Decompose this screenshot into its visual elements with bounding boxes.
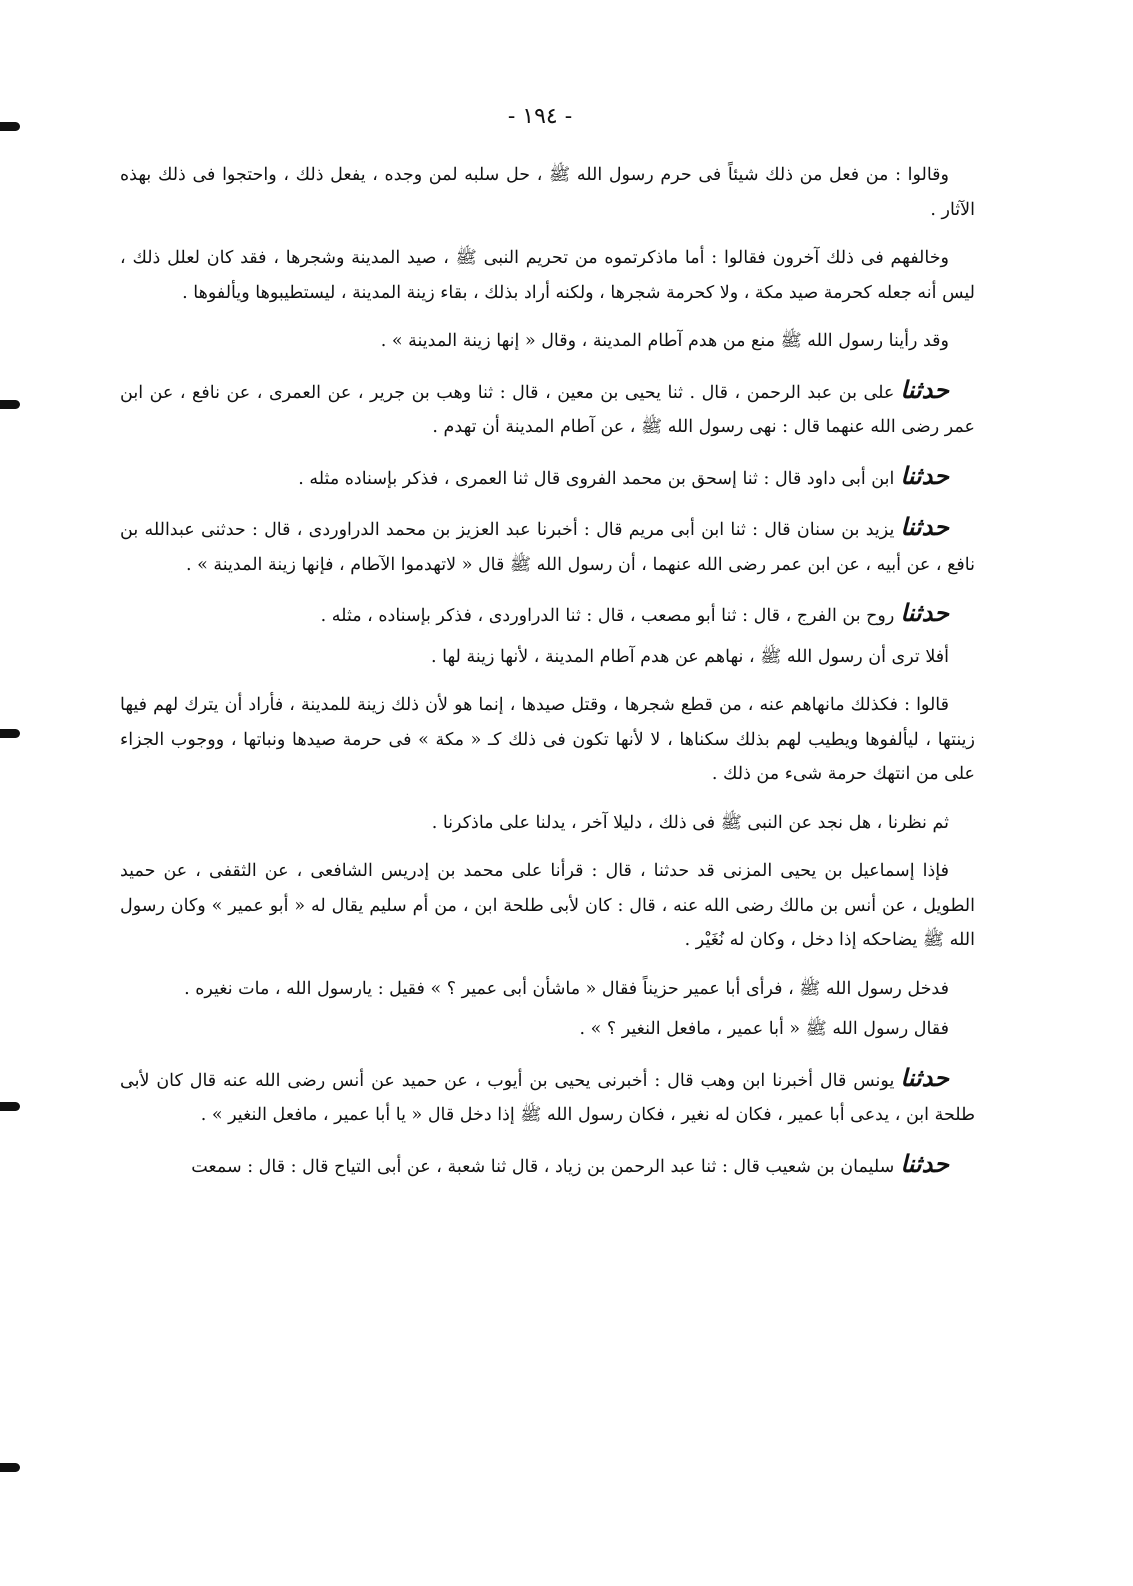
- paragraph-text: وقالوا : من فعل من ذلك شيئاً فى حرم رسول الله ﷺ ، حل سلبه لمن وجده ، يفعل ذلك ، واحتجوا فى ذلك بهذه الآثار .: [120, 165, 975, 220]
- hadith-paragraph: [120, 596, 975, 634]
- paragraph-text: يونس قال أخبرنا ابن وهب قال : أخبرنى يحيى بن أيوب ، عن حميد عن أنس رضى الله عنه قال كان لأبى طلحة ابن ، يدعى أبا عمير ، فكان له نغير ، فكان رسول الله ﷺ إذا دخل قال « يا أبا عمير ، مافعل النغير » .: [120, 1070, 975, 1125]
- hadith-paragraph: [120, 373, 975, 445]
- margin-mark: [0, 400, 20, 409]
- paragraph-text: أفلا ترى أن رسول الله ﷺ ، نهاهم عن هدم آطام المدينة ، لأنها زينة لها .: [431, 646, 949, 667]
- haddathana-heading: حدثنا: [900, 598, 949, 627]
- hadith-paragraph: [120, 1147, 975, 1185]
- paragraph-text: فدخل رسول الله ﷺ ، فرأى أبا عمير حزيناً فقال « ماشأن أبى عمير ؟ » فقيل : يارسول الله ، مات نغيره .: [184, 978, 949, 999]
- haddathana-heading: حدثنا: [900, 1062, 949, 1092]
- body-text: [120, 158, 975, 1198]
- margin-mark: [0, 1102, 20, 1111]
- paragraph: [120, 1012, 975, 1047]
- paragraph: [120, 158, 975, 227]
- paragraph: [120, 324, 975, 359]
- paragraph-text: ابن أبى داود قال : ثنا إسحق بن محمد الفروى قال ثنا العمرى ، فذكر بإسناده مثله .: [298, 468, 895, 489]
- margin-mark: [0, 1463, 20, 1472]
- haddathana-heading: حدثنا: [900, 460, 949, 490]
- haddathana-heading: حدثنا: [900, 374, 949, 404]
- paragraph: [120, 640, 975, 675]
- paragraph-text: وخالفهم فى ذلك آخرون فقالوا : أما ماذكرتموه من تحريم النبى ﷺ ، صيد المدينة وشجرها ، فقد كان لعلل ذلك ، ليس أنه جعله كحرمة صيد مكة ، ولا كحرمة شجرها ، ولكنه أراد بذلك ، بقاء زينة المدينة ، ليستطيبوها ويألفوها .: [120, 248, 975, 303]
- paragraph-text: فإذا إسماعيل بن يحيى المزنى قد حدثنا ، قال : قرأنا على محمد بن إدريس الشافعى ، عن الثقفى ، عن حميد الطويل ، عن أنس بن مالك رضى الله عنه ، قال : كان لأبى طلحة ابن ، من أم سليم يقال له « أبو عمير » وكان رسول الله ﷺ يضاحكه إذا دخل ، وكان له نُغَيْر .: [120, 861, 975, 950]
- haddathana-heading: حدثنا: [900, 512, 949, 541]
- margin-mark: [0, 729, 20, 738]
- margin-mark: [0, 122, 20, 131]
- paragraph-text: يزيد بن سنان قال : ثنا ابن أبى مريم قال : أخبرنا عبد العزيز بن محمد الدراوردى ، قال : حدثنى عبدالله بن نافع ، عن أبيه ، عن ابن عمر رضى الله عنهما ، أن رسول الله ﷺ قال « لاتهدموا الآطام ، فإنها زينة المدينة » .: [120, 520, 975, 575]
- paragraph-text: على بن عبد الرحمن ، قال . ثنا يحيى بن معين ، قال : ثنا وهب بن جرير ، عن العمرى ، عن نافع ، عن ابن عمر رضى الله عنهما قال : نهى رسول الله ﷺ ، عن آطام المدينة أن تهدم .: [120, 382, 975, 437]
- hadith-paragraph: [120, 510, 975, 582]
- paragraph-text: فقال رسول الله ﷺ « أبا عمير ، مافعل النغير ؟ » .: [579, 1019, 949, 1039]
- paragraph-text: قالوا : فكذلك مانهاهم عنه ، من قطع شجرها ، وقتل صيدها ، إنما هو لأن ذلك زينة للمدينة ، فأراد أن يترك لهم فيها زينتها ، ليألفوها ويطيب لهم بذلك سكناها ، لا لأنها تكون فى ذلك كـ « مكة » فى حرمة صيدها ونباتها ، ووجوب الجزاء على من انتهك حرمة شىء من ذلك .: [120, 695, 975, 784]
- hadith-paragraph: [120, 459, 975, 497]
- hadith-paragraph: [120, 1061, 975, 1133]
- paragraph: [120, 806, 975, 841]
- paragraph-text: سليمان بن شعيب قال : ثنا عبد الرحمن بن زياد ، قال ثنا شعبة ، عن أبى التياح قال : قال : سمعت: [191, 1156, 895, 1177]
- paragraph: [120, 972, 975, 1007]
- paragraph: [120, 241, 975, 310]
- paragraph-text: روح بن الفرج ، قال : ثنا أبو مصعب ، قال : ثنا الدراوردى ، فذكر بإسناده ، مثله .: [320, 606, 895, 626]
- paragraph-text: ثم نظرنا ، هل نجد عن النبى ﷺ فى ذلك ، دليلا آخر ، يدلنا على ماذكرنا .: [431, 812, 949, 833]
- paragraph: [120, 688, 975, 792]
- paragraph-text: وقد رأينا رسول الله ﷺ منع من هدم آطام المدينة ، وقال « إنها زينة المدينة » .: [380, 331, 949, 351]
- paragraph: [120, 854, 975, 958]
- haddathana-heading: حدثنا: [900, 1148, 949, 1178]
- page-number: - ١٩٤ -: [507, 104, 573, 129]
